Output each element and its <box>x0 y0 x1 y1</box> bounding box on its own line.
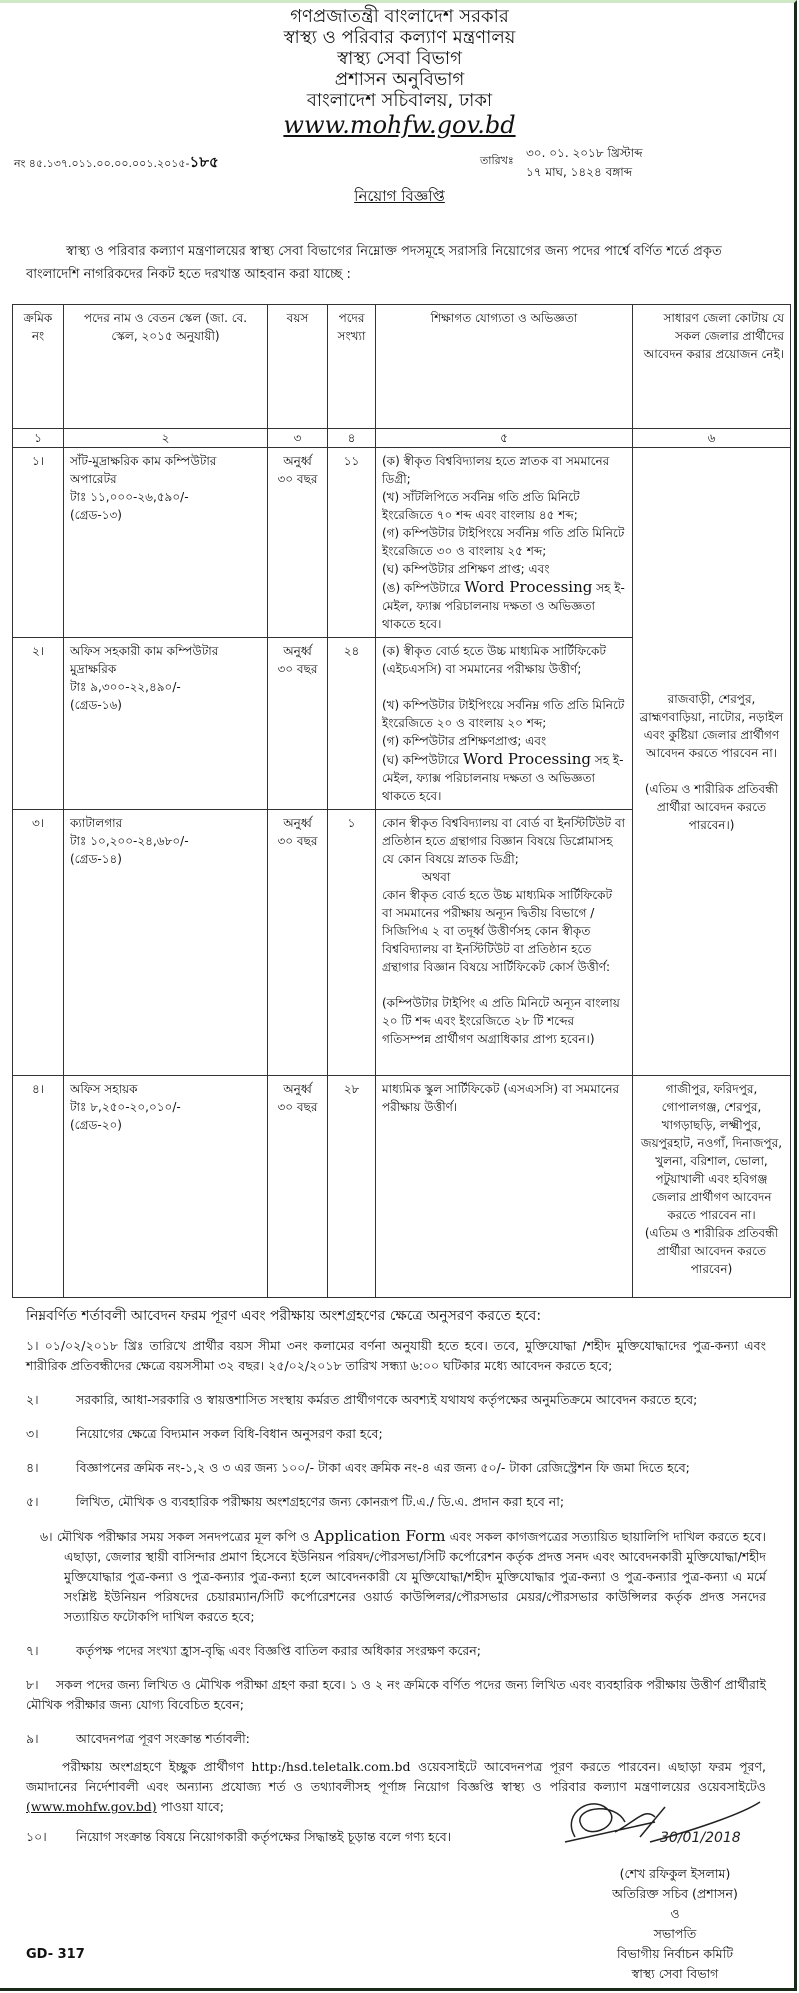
gd-code: GD- 317 <box>26 1947 85 1962</box>
row-post <box>64 638 268 810</box>
row-serial: ৪। <box>13 1076 64 1298</box>
quota-cell-rows-1-3 <box>633 448 791 1076</box>
pay-scale: টাঃ ৮,২৫০-২০,০১০/- <box>70 1100 181 1114</box>
column-number-row <box>13 429 791 448</box>
condition-text: আবেদনপত্র পূরণ সংক্রান্ত শর্তাবলী: <box>76 1731 250 1746</box>
memo-number-suffix: ১৮৫ <box>189 153 219 171</box>
row-qualification <box>376 1076 633 1298</box>
quota-districts: রাজবাড়ী, শেরপুর, ব্রাহ্মণবাড়িয়া, নাটোর, নড়াইল এবং কুষ্টিয়া জেলার প্রার্থীগণ আবেদন করতে পারবেন না। <box>639 691 784 760</box>
condition-item <box>26 1390 766 1410</box>
grade: (গ্রেড-১৩) <box>70 508 122 522</box>
signatory-committee: বিভাগীয় নির্বাচন কমিটি <box>616 1946 734 1961</box>
office-address: বাংলাদেশ সচিবালয়, ঢাকা <box>306 90 493 111</box>
row-post <box>64 448 268 638</box>
vacancy-table <box>12 304 791 1298</box>
qual-text: সহ ই-মেইল, ফ্যাক্স পরিচালনায় দক্ষতা ও অভিজ্ঞতা থাকতে হবে। <box>382 753 624 803</box>
condition-number: ৫। <box>26 1494 39 1509</box>
col-num: ৫ <box>376 429 633 448</box>
govt-name: গণপ্রজাতন্ত্রী বাংলাদেশ সরকার <box>290 6 509 27</box>
condition-item <box>26 1827 546 1847</box>
row-qualification <box>376 810 633 1076</box>
row-age: অনুর্ধ্ব ৩০ বছর <box>268 448 328 638</box>
date-bangla: ১৭ মাঘ, ১৪২৪ বঙ্গাব্দ <box>526 165 633 179</box>
condition-item <box>26 1458 766 1478</box>
row-serial: ২। <box>13 638 64 810</box>
row-qualification <box>376 448 633 638</box>
condition-number: ৯। <box>26 1731 39 1746</box>
grade: (গ্রেড-১৪) <box>70 852 122 866</box>
qual-english: Word Processing <box>462 750 591 768</box>
quota-note: (এতিম ও শারীরিক প্রতিবন্ধী প্রার্থীরা আবেদন করতে পারবেন।) <box>644 781 779 832</box>
qual-item <box>382 578 626 633</box>
website-link[interactable]: www.mohfw.gov.bd <box>283 111 516 139</box>
pay-scale: টাঃ ১১,০০০-২৬,৫৯০/- <box>70 490 189 504</box>
conditions-list <box>26 1336 766 1847</box>
pay-scale: টাঃ ৯,৩০০-২২,৪৯০/- <box>70 680 181 694</box>
table-row <box>13 1076 791 1298</box>
condition-number: ৪। <box>26 1460 39 1475</box>
memo-number-text: নং ৪৫.১৩৭.০১১.০০.০০.০০১.২০১৫- <box>14 157 190 170</box>
post-name: সাঁট-মুদ্রাক্ষরিক কাম কম্পিউটার অপারেটর <box>70 454 217 486</box>
row-age: অনুর্ধ্ব ৩০ বছর <box>268 638 328 810</box>
table-row <box>13 448 791 638</box>
qual-item: (গ) কম্পিউটার প্রশিক্ষণপ্রাপ্ত; এবং <box>382 734 547 748</box>
qual-text: (ঙ) কম্পিউটারে <box>382 581 461 595</box>
row-age: অনুর্ধ্ব ৩০ বছর <box>268 810 328 1076</box>
condition-text: নিয়োগ সংক্রান্ত বিষয়ে নিয়োগকারী কর্তৃপক্ষের সিদ্ধান্তই চূড়ান্ত বলে গণ্য হবে। <box>76 1829 452 1844</box>
qual-item: (ক) স্বীকৃত বিশ্ববিদ্যালয় হতে স্নাতক বা সমমানের ডিগ্রী; <box>382 454 610 486</box>
svg-text:30/01/2018: 30/01/2018 <box>660 1830 741 1846</box>
table-header-row <box>13 305 791 429</box>
header-qualification: শিক্ষাগত যোগ্যতা ও অভিজ্ঞতা <box>376 305 633 429</box>
notice-title: নিয়োগ বিজ্ঞপ্তি <box>354 187 445 205</box>
qual-item: কোন স্বীকৃত বোর্ড হতে উচ্চ মাধ্যমিক সার্টিফিকেট বা সমমানের পরীক্ষায় অন্যূন দ্বিতীয় বিভাগে / সিজিপিএ ২ বা তদূর্ধ্ব উত্তীর্ণসহ কোন স্বীকৃত বিশ্ববিদ্যালয় বা ইনস্টিটিউট বা প্রতিষ্ঠান হতে গ্রন্থাগার বিজ্ঞান বিষয়ে সার্টিফিকেট কোর্স উত্তীর্ণ: <box>382 888 613 974</box>
header-post: পদের নাম ও বেতন স্কেল (জা. বে. স্কেল, ২০১৫ অনুযায়ী) <box>64 305 268 429</box>
condition-number: ১। <box>26 1338 39 1353</box>
condition-text: মৌখিক পরীক্ষার সময় সকল সনদপত্রের মূল কপি ও <box>56 1529 310 1544</box>
memo-dates <box>526 144 643 182</box>
signature-block <box>575 1864 775 1984</box>
header-count: পদের সংখ্যা <box>328 305 376 429</box>
qual-item: মাধ্যমিক স্কুল সার্টিফিকেট (এসএসসি) বা সমমানের পরীক্ষায় উত্তীর্ণ। <box>382 1082 620 1114</box>
row-count: ২৮ <box>328 1076 376 1298</box>
condition-text: পরীক্ষায় অংশগ্রহণে ইচ্ছুক প্রার্থীগণ <box>62 1759 244 1774</box>
letterhead <box>0 6 799 139</box>
qual-item: (ঘ) কম্পিউটার প্রশিক্ষণ প্রাপ্ত; এবং <box>382 562 550 576</box>
intro-paragraph: স্বাস্থ্য ও পরিবার কল্যাণ মন্ত্রণালয়ের স্বাস্থ্য সেবা বিভাগের নিম্নোক্ত পদসমূহে সরাসরি নিয়োগের জন্য পদের পার্শ্বে বর্ণিত শর্তে প্রকৃত বাংলাদেশি নাগরিকদের নিকট হতে দরখাস্ত আহবান করা যাচ্ছে : <box>26 244 722 282</box>
col-num: ১ <box>13 429 64 448</box>
condition-text: বিজ্ঞাপনের ক্রমিক নং-১,২ ও ৩ এর জন্য ১০০/- টাকা এবং ক্রমিক নং-৪ এর জন্য ৫০/- টাকা রেজিস্ট্রেশন ফি জমা দিতে হবে; <box>76 1460 690 1475</box>
condition-text: ওয়েবসাইটে আবেদনপত্র পূরণ করতে পারবেন। এছাড়া ফরম পূরণ, জমাদানের নির্দেশাবলী এবং অন্যান্য প্রযোজ্য শর্ত ও তথ্যাবলীসহ পূর্ণাঙ্গ নিয়োগ বিজ্ঞপ্তি স্বাস্থ্য ও পরিবার কল্যাণ মন্ত্রণালয়ের ওয়েবসাইটেও <box>26 1759 766 1794</box>
condition-text: সকল পদের জন্য লিখিত ও মৌখিক পরীক্ষা গ্রহণ করা হবে। ১ ও ২ নং ক্রমিকে বর্ণিত পদের জন্য লিখিত এবং ব্যবহারিক পরীক্ষায় উত্তীর্ণ প্রার্থীরাই মৌখিক পরীক্ষার জন্য যোগ্য বিবেচিত হবেন; <box>26 1677 766 1712</box>
condition-item <box>26 1675 766 1715</box>
col-num: ৩ <box>268 429 328 448</box>
col-num: ৬ <box>633 429 791 448</box>
qual-text: সহ ই-মেইল, ফ্যাক্স পরিচালনায় দক্ষতা ও অভিজ্ঞতা থাকতে হবে। <box>382 581 625 631</box>
header-serial: ক্রমিক নং <box>13 305 64 429</box>
header-age: বয়স <box>268 305 328 429</box>
qual-item <box>382 750 626 805</box>
qual-text: (ঘ) কম্পিউটারে <box>382 753 460 767</box>
condition-text: সরকারি, আধা-সরকারি ও স্বায়ত্তশাসিত সংস্থায় কর্মরত প্রার্থীগণকে অবশ্যই যথাযথ কর্তৃপক্ষের অনুমতিক্রমে আবেদন করতে হবে; <box>76 1392 698 1407</box>
row-serial: ৩। <box>13 810 64 1076</box>
notice-title-wrap <box>0 186 799 206</box>
signatory-division: স্বাস্থ্য সেবা বিভাগ <box>631 1966 719 1981</box>
row-count: ১ <box>328 810 376 1076</box>
grade: (গ্রেড-২০) <box>70 1118 122 1132</box>
handwritten-signature <box>555 1792 775 1852</box>
signatory-and: ও <box>670 1906 680 1921</box>
condition-text: ০১/০২/২০১৮ খ্রিঃ তারিখে প্রার্থীর বয়স সীমা ৩নং কলামের বর্ণনা অনুযায়ী হতে হবে। তবে, মুক্তিযোদ্ধা /শহীদ মুক্তিযোদ্ধাদের পুত্র-কন্যা এবং শারীরিক প্রতিবন্ধীদের ক্ষেত্রে বয়সসীমা ৩২ বছর। ২৫/০২/২০১৮ তারিখ সন্ধ্যা ৬:০০ ঘটিকার মধ্যে আবেদন করতে হবে; <box>26 1338 766 1373</box>
wing-name: প্রশাসন অনুবিভাগ <box>334 69 465 90</box>
condition-text: এবং সকল কাগজপত্রের সত্যায়িত ছায়ালিপি দাখিল করতে হবে। এছাড়া, জেলার স্থায়ী বাসিন্দার প্রমাণ হিসেবে ইউনিয়ন পরিষদ/পৌরসভা/সিটি কর্পোরেশন কর্তৃক প্রদত্ত সনদ এবং আবেদনকারী মুক্তিযোদ্ধা/শহীদ মুক্তিযোদ্ধার পুত্র-কন্যা ও পুত্র-কন্যার পুত্র-কন্যা হলে আবেদনকারী যে মুক্তিযোদ্ধা/শহীদ মুক্তিযোদ্ধার পুত্র-কন্যা ও পুত্র-কন্যার পুত্র-কন্যা এ মর্মে সংশ্লিষ্ট ইউনিয়ন পরিষদের চেয়ারম্যান/সিটি কর্পোরেশনের ওয়ার্ড কাউন্সিলর/পৌরসভার মেয়র/পৌরসভার কাউন্সিলর কর্তৃক প্রদত্ত সনদের সত্যায়িত ফটোকপি দাখিল করতে হবে; <box>64 1529 766 1624</box>
memo-number <box>14 154 219 172</box>
qual-english: Word Processing <box>464 578 593 596</box>
post-name: ক্যাটালগার <box>70 816 123 830</box>
row-post <box>64 810 268 1076</box>
qual-or: অথবা <box>422 870 451 884</box>
qual-item: (কম্পিউটার টাইপিং এ প্রতি মিনিটে অন্যূন বাংলায় ২০ টি শব্দ এবং ইংরেজিতে ২৮ টি শব্দের গতিসম্পন্ন প্রার্থীগণ অগ্রাধিকার প্রাপ্য হবেন।) <box>382 996 620 1046</box>
condition-number: ৭। <box>26 1643 39 1658</box>
condition-item <box>26 1492 766 1512</box>
condition-number: ৮। <box>26 1677 39 1692</box>
condition-item <box>26 1336 766 1376</box>
quota-note: (এতিম ও শারীরিক প্রতিবন্ধী প্রার্থীরা আবেদন করতে পারবেন) <box>644 1226 779 1276</box>
mohfw-link[interactable]: (www.mohfw.gov.bd) <box>26 1799 157 1814</box>
qual-item: (খ) কম্পিউটার টাইপিংয়ে সর্বনিম্ন গতি প্রতি মিনিটে ইংরেজিতে ২০ ও বাংলায় ২০ শব্দ; <box>382 698 625 730</box>
col-num: ৪ <box>328 429 376 448</box>
conditions-heading: নিম্নবর্ণিত শর্তাবলী আবেদন ফরম পূরণ এবং পরীক্ষায় অংশগ্রহণের ক্ষেত্রে অনুসরণ করতে হবে: <box>26 1308 542 1324</box>
post-name: অফিস সহকারী কাম কম্পিউটার মুদ্রাক্ষরিক <box>70 644 219 676</box>
condition-item <box>26 1729 766 1749</box>
date-label: তারিখঃ <box>480 154 514 167</box>
condition-english: Application Form <box>313 1527 446 1545</box>
header-quota: সাধারণ জেলা কোটায় যে সকল জেলার প্রার্থীদের আবেদন করার প্রয়োজন নেই। <box>633 305 791 429</box>
condition-number: ২। <box>26 1392 39 1407</box>
condition-text: লিখিত, মৌখিক ও ব্যবহারিক পরীক্ষায় অংশগ্রহণের জন্য কোনরূপ টি.এ./ ডি.এ. প্রদান করা হবে না; <box>76 1494 565 1509</box>
notice-body <box>12 240 790 1861</box>
row-count: ১১ <box>328 448 376 638</box>
condition-item <box>26 1641 766 1661</box>
row-age: অনুর্ধ্ব ৩০ বছর <box>268 1076 328 1298</box>
condition-item <box>26 1424 766 1444</box>
col-num: ২ <box>64 429 268 448</box>
condition-text: নিয়োগের ক্ষেত্রে বিদ্যমান সকল বিধি-বিধান অনুসরণ করা হবে; <box>76 1426 383 1441</box>
date-gregorian: ৩০. ০১. ২০১৮ খ্রিস্টাব্দ <box>526 146 643 160</box>
division-name: স্বাস্থ্য সেবা বিভাগ <box>337 48 462 69</box>
condition-number: ১০। <box>26 1829 47 1844</box>
signatory-name: (শেখ রফিকুল ইসলাম) <box>619 1866 731 1881</box>
qual-item: (গ) কম্পিউটার টাইপিংয়ে সর্বনিম্ন গতি প্রতি মিনিটে ইংরেজিতে ৩০ ও বাংলায় ২৫ শব্দ; <box>382 526 625 558</box>
quota-districts: গাজীপুর, ফরিদপুর, গোপালগঞ্জ, শেরপুর, খাগড়াছড়ি, লক্ষ্মীপুর, জয়পুরহাট, নওগাঁ, দিনাজপুর, খুলনা, বরিশাল, ভোলা, পটুয়াখালী এবং হবিগঞ্জ জেলার প্রার্থীগণ আবেদন করতে পারবেন না। <box>640 1082 783 1222</box>
condition-item <box>40 1526 766 1627</box>
signatory-designation: অতিরিক্ত সচিব (প্রশাসন) <box>612 1886 738 1901</box>
qual-item: কোন স্বীকৃত বিশ্ববিদ্যালয় বা বোর্ড বা ইনস্টিটিউট বা প্রতিষ্ঠান হতে গ্রন্থাগার বিজ্ঞান বিষয়ে ডিপ্লোমাসহ যে কোন বিষয়ে স্নাতক ডিগ্রী; <box>382 816 626 866</box>
ministry-name: স্বাস্থ্য ও পরিবার কল্যাণ মন্ত্রণালয় <box>283 27 516 48</box>
pay-scale: টাঃ ১০,২০০-২৪,৬৮০/- <box>70 834 189 848</box>
qual-item: (খ) সাঁটলিপিতে সর্বনিম্ন গতি প্রতি মিনিটে ইংরেজিতে ৭০ শব্দ এবং বাংলায় ৪৫ শব্দ; <box>382 490 580 522</box>
condition-number: ৬। <box>40 1529 53 1544</box>
row-post <box>64 1076 268 1298</box>
quota-cell-row-4 <box>633 1076 791 1298</box>
condition-text: পাওয়া যাবে; <box>160 1799 224 1814</box>
teletalk-link[interactable]: http:/hsd.teletalk.com.bd <box>251 1759 411 1774</box>
row-serial: ১। <box>13 448 64 638</box>
condition-number: ৩। <box>26 1426 39 1441</box>
condition-text: কর্তৃপক্ষ পদের সংখ্যা হ্রাস-বৃদ্ধি এবং বিজ্ঞপ্তি বাতিল করার অধিকার সংরক্ষণ করেন; <box>76 1643 481 1658</box>
post-name: অফিস সহায়ক <box>70 1082 138 1096</box>
signatory-role: সভাপতি <box>653 1926 697 1941</box>
grade: (গ্রেড-১৬) <box>70 698 122 712</box>
row-count: ২৪ <box>328 638 376 810</box>
row-qualification <box>376 638 633 810</box>
qual-item: (ক) স্বীকৃত বোর্ড হতে উচ্চ মাধ্যমিক সার্টিফিকেট (এইচএসসি) বা সমমানের পরীক্ষায় উত্তীর্ণ; <box>382 644 606 676</box>
